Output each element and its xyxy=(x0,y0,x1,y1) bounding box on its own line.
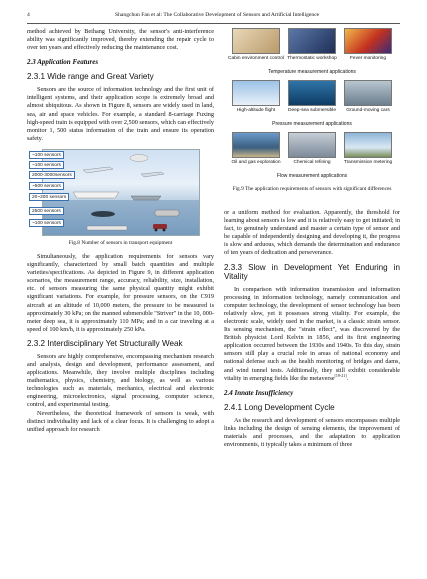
figure-9-caption: Fig.9 The application requirements of sensors with significant differences xyxy=(232,186,392,192)
fig8-label-3: 2000-3000sensors xyxy=(29,171,75,179)
paragraph-2-3-1-a: Sensors are the source of information technology and the first unit of intelligent systems, and their application scope is extremely broad and almost ubiquitous. As shown in Figure 8, sensors are widely used in land, sea, air and space vehicles. For example, a standard 8-carriage Fuxing high-speed train is equipped with over 2,500 sensors, which can effectively monitor 1, 500 status information of the train and ensure its operation safety. xyxy=(27,86,214,142)
subsection-heading-2-3-2: 2.3.2 Interdisciplinary Yet Structurally Weak xyxy=(27,338,183,348)
running-header xyxy=(27,9,400,21)
thumb-submersible xyxy=(288,80,336,106)
paragraph-2-3-3-text: In comparison with information transmission and information processing in information technology, namely communication and computer technology, the development of sensor technology has been relatively slow, yet it possesses strong vitality. For example, the electronic scale, widely used in the market, is a classic strain sensor. Its sensing mechanism, the "strain effect", was discovered by the British physicist Lord Kelvin in 1856, and its first engineering application occurred between the 1930s and 1940s. To this day, strain sensors still play a crucial role in areas of national economy and national defense such as the health monitoring of bridges and dams, and wind tunnel tests. Additionally, they still exhibit considerable vitality in emerging fields like the metaverse xyxy=(224,285,400,382)
caption-fever: Fever monitoring xyxy=(350,56,386,61)
section-heading-2-3: 2.3 Application Features xyxy=(27,58,99,67)
figure-8-caption: Fig.8 Number of sensors in transport equipment xyxy=(68,239,173,246)
fig8-label-7: ~100 sensors xyxy=(29,219,64,227)
thumb-cabin xyxy=(232,28,280,54)
thumb-workshop xyxy=(288,28,336,54)
caption-oil-gas: Oil and gas exploration xyxy=(231,160,281,165)
subsection-heading-2-3-1: 2.3.1 Wide range and Great Variety xyxy=(27,72,154,82)
fig8-label-1: ~100 sensors xyxy=(29,151,64,159)
citation-19-21: [19-21] xyxy=(334,372,347,378)
thumb-refining xyxy=(288,132,336,158)
caption-workshop: Thermostatic workshop xyxy=(287,56,337,61)
paragraph-2-3-2-a: Sensors are highly comprehensive, encompassing mechanism research and analysis, design and development, performance assessment, and applications. Meanwhile, they involve multiple disciplines including mathematics, physics, chemistry, and biology, as well as various technologies such as materials, mechanics, electrical and electronic engineering, microelectronics, signal processing, computer science, control, and experimental testing. xyxy=(27,352,214,409)
thumb-fever xyxy=(344,28,392,54)
fig8-label-4: ~500 sensors xyxy=(29,182,64,190)
paragraph-continued: or a uniform method for evaluation. Apparently, the threshold for learning about sensors is low and it is relatively easy to get initiated; in fact, to genuinely understand and master a certain type of sensor and be capable of independently designing and developing it, the progress is slow and arduous, which demands the determination and endurance of ten years of dedication and perseverance. xyxy=(224,209,400,257)
section-heading-2-4: 2.4 Innate Insufficiency xyxy=(224,388,294,397)
row-caption-pressure: Pressure measurement applications xyxy=(272,121,352,127)
fig8-label-5: 20~200 sensors xyxy=(29,193,69,201)
thumb-flight xyxy=(232,80,280,106)
running-title: Shangchun Fan et al: The Collaborative Development of Sensors and Artificial Intelligence xyxy=(115,12,320,18)
right-column xyxy=(224,28,400,449)
caption-transmission: Transmission metering xyxy=(343,160,393,165)
caption-refining: Chemical refining xyxy=(293,160,331,165)
fig8-label-6: 2500 sensors xyxy=(29,207,64,215)
caption-cabin: Cabin environment control xyxy=(228,56,284,61)
figure-9 xyxy=(224,28,400,233)
paragraph-intro: method achieved by Beihang University, the sensor's anti-interference ability was significantly improved, thereby extending the repair cycle to over ten years and effectively reducing the maintenance cost. xyxy=(27,28,214,52)
figure-8 xyxy=(27,149,214,249)
caption-cars: Ground-moving cars xyxy=(346,108,390,113)
caption-submersible: Deep-sea submersible xyxy=(288,108,336,113)
subsection-heading-2-3-3: 2.3.3 Slow in Development Yet Enduring in Vitality xyxy=(224,262,400,282)
paragraph-2-3-3: In comparison with information transmission and information processing in information technology, namely communication and computer technology, the development of sensor technology has been relatively slow, yet it possesses strong vitality. For example, the electronic scale, widely used in the market, is a classic strain sensor. Its sensing mechanism, the "strain effect", was discovered by the British physicist Lord Kelvin in 1856, and its first engineering application occurred between the 1930s and 1940s. To this day, strain sensors still play a crucial role in areas of national economy and national defense such as the health monitoring of bridges and dams, and wind tunnel tests. Additionally, they still exhibit considerable vitality in emerging fields like the metaverse[19-21]. xyxy=(224,285,400,382)
thumb-cars xyxy=(344,80,392,106)
header-rule xyxy=(27,23,400,24)
paragraph-2-3-1-b: Simultaneously, the application requirements for sensors vary significantly, characterized by small batch quantities and multiple varieties/specifications. As depicted in Figure 9, in different application scenarios, the measurement range, accuracy, reliability, size, installation, etc. of sensors measuring the same physical quantity might exhibit significant variations. For example, for pressure sensors, on the C919 aircraft at an altitude of 10,000 meters, the pressure to be measured is approximately 30 kPa; on the manned submersible "Striver" in the 10, 000-meter deep sea, it is approximately 110 MPa; and in a car traveling at a speed of 100 km/h, it is approximately 250 kPa. xyxy=(27,252,214,333)
thumb-transmission xyxy=(344,132,392,158)
caption-flight: High-altitude flight xyxy=(236,108,276,113)
page-number: 4 xyxy=(27,12,30,18)
row-caption-flow: Flow measurement applications xyxy=(276,173,348,179)
row-caption-temperature: Temperature measurement applications xyxy=(268,69,356,75)
paragraph-2-3-2-b: Nevertheless, the theoretical framework of sensors is weak, with distinct individuality and lack of a clear focus. It is challenging to adopt a unified approach for research xyxy=(27,409,214,433)
thumb-oil-gas xyxy=(232,132,280,158)
fig8-label-2: ~100 sensors xyxy=(29,161,64,169)
paragraph-2-4-1: As the research and development of sensors encompasses multiple links including the design of sensing elements, the improvement of materials and processes, and the adaptation to application environments, it typically takes a minimum of three xyxy=(224,416,400,448)
subsection-heading-2-4-1: 2.4.1 Long Development Cycle xyxy=(224,402,335,412)
left-column xyxy=(27,28,214,434)
